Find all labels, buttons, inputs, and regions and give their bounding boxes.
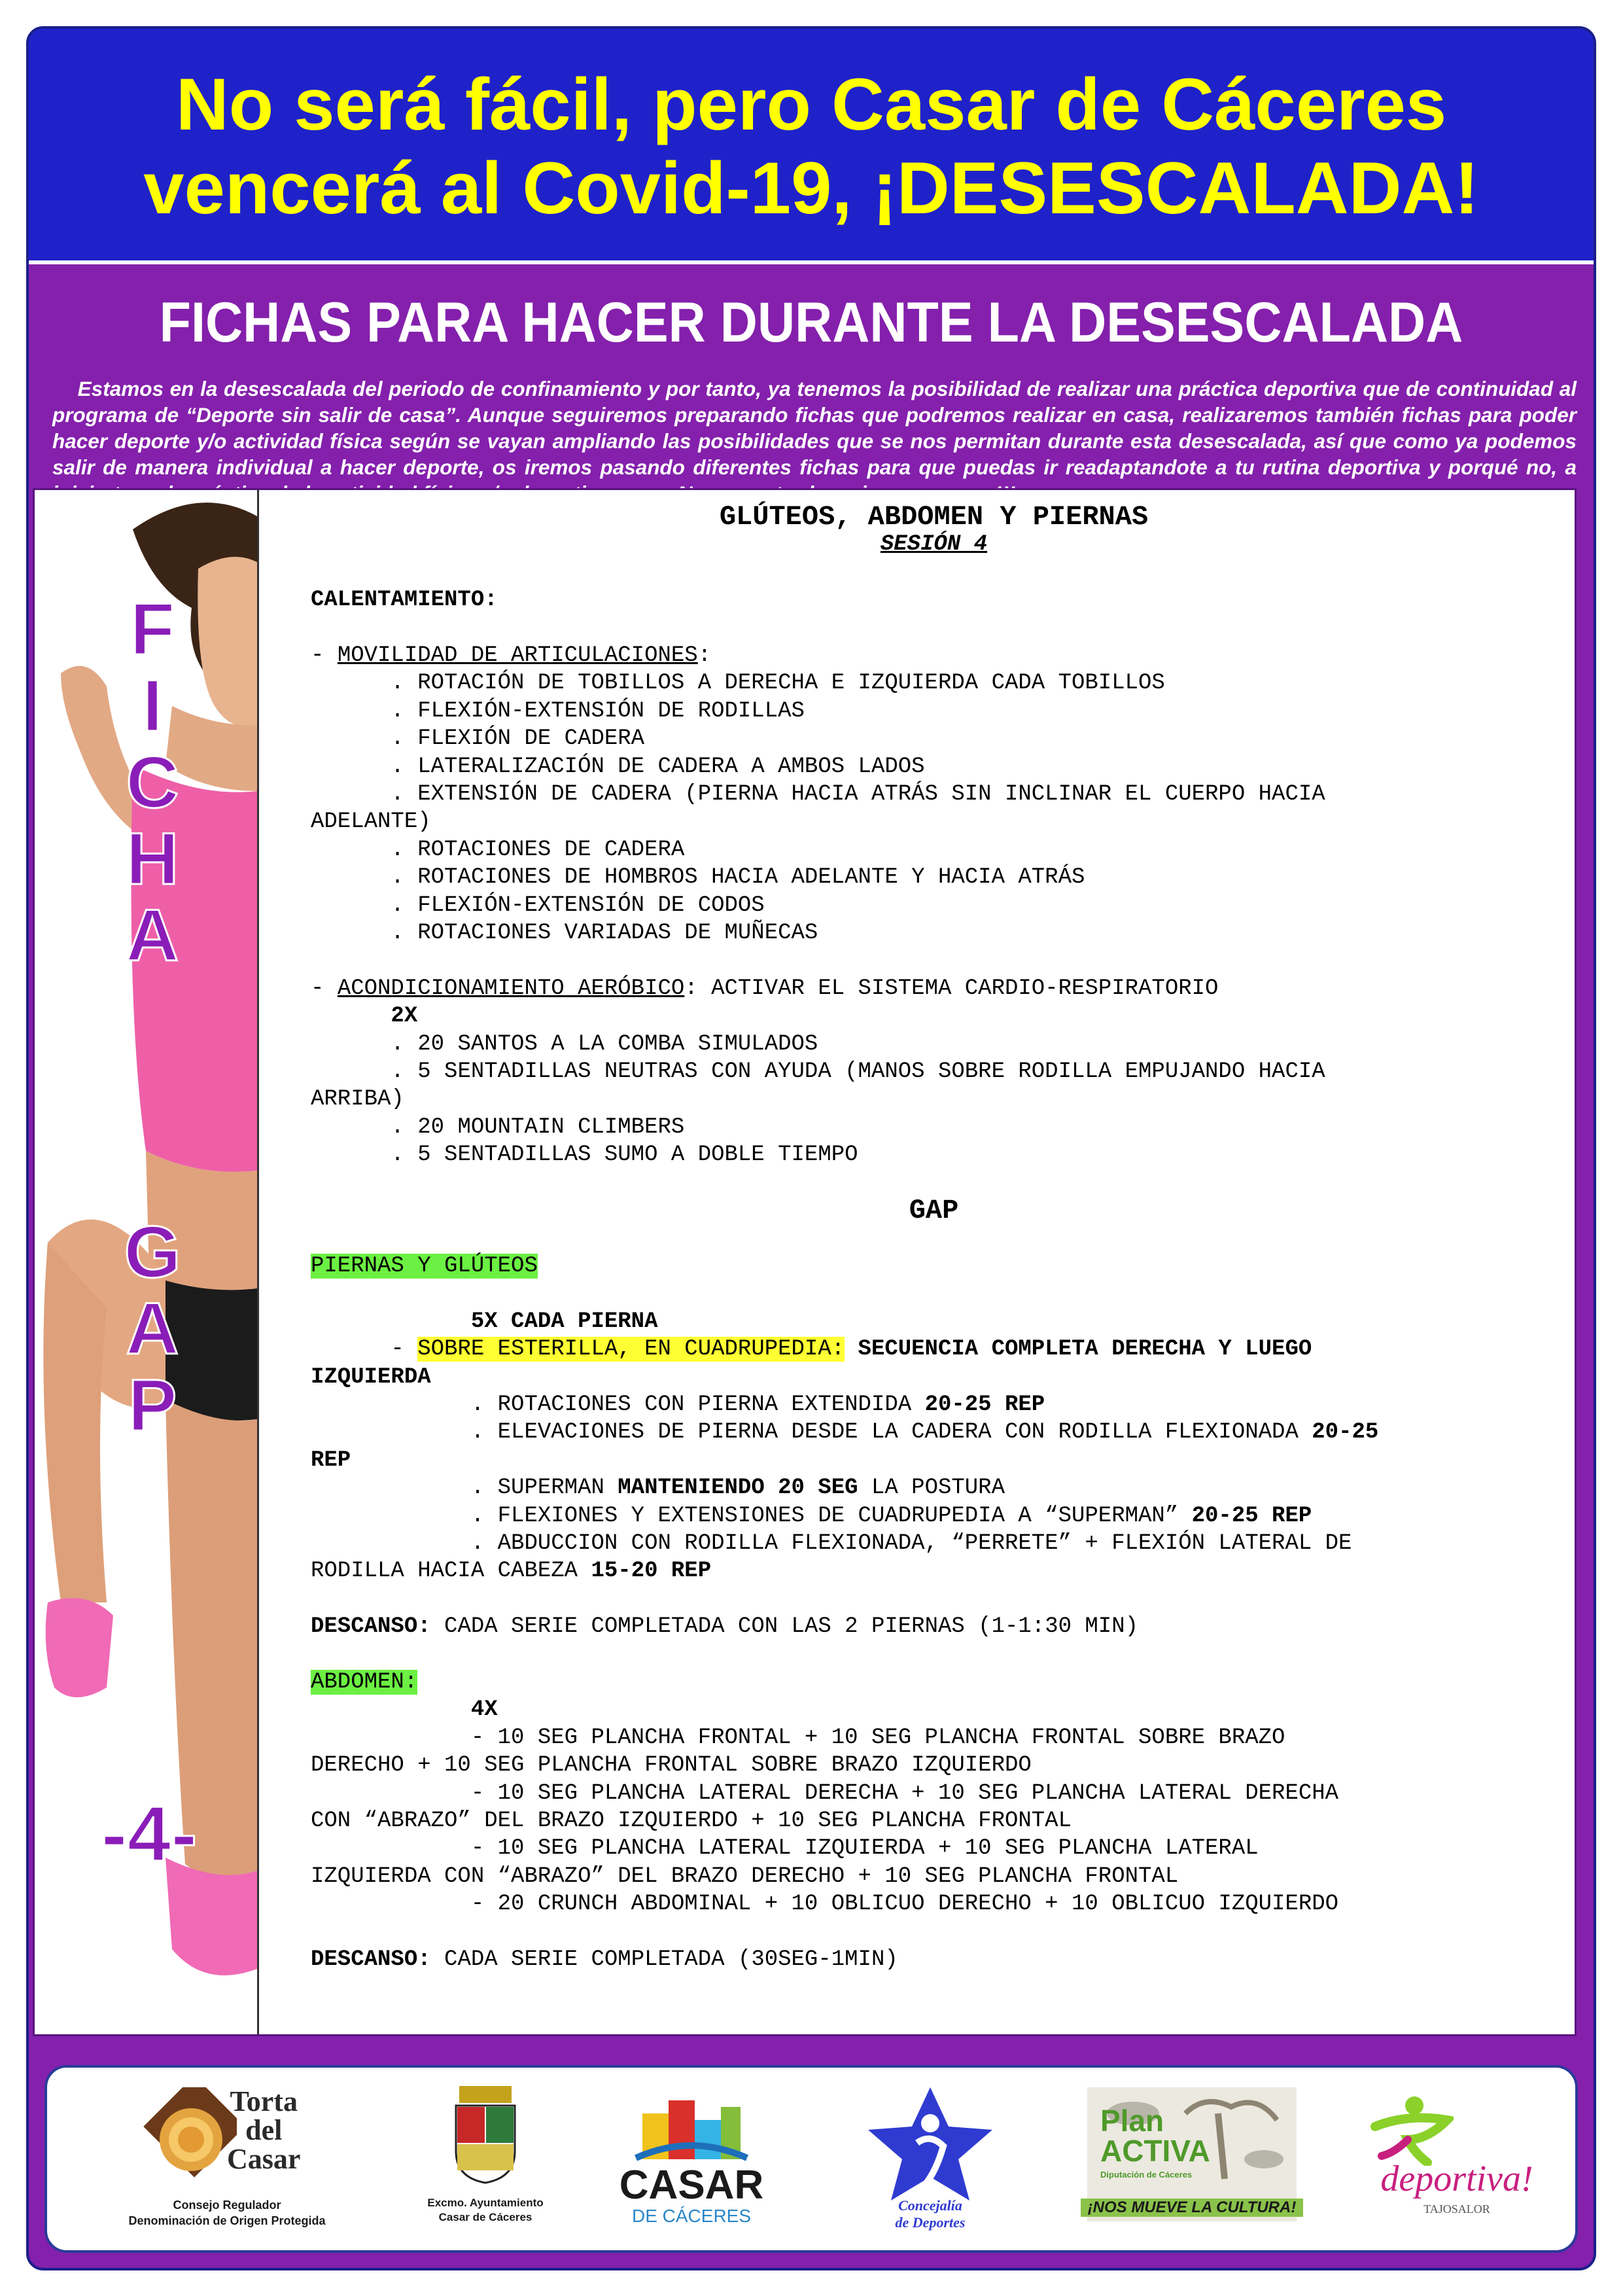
mobility-item: . EXTENSIÓN DE CADERA (PIERNA HACIA ATRÁS SIN INCLINAR EL CUERPO HACIA bbox=[391, 782, 1325, 807]
banner-line-1: No será fácil, pero Casar de Cáceres bbox=[175, 63, 1447, 145]
abs-item: CON “ABRAZO” DEL BRAZO IZQUIERDO + 10 SEG PLANCHA FRONTAL bbox=[311, 1808, 1072, 1833]
legs-heading bbox=[311, 1252, 1557, 1280]
abs-heading bbox=[311, 1669, 1557, 1696]
exercise-sheet bbox=[33, 488, 1577, 2036]
deportiva-sub: TAJOSALOR bbox=[1423, 2202, 1490, 2216]
legs-exercise-wrap: REP bbox=[311, 1447, 351, 1473]
athlete-face bbox=[198, 557, 257, 727]
plan-line4: ¡NOS MUEVE LA CULTURA! bbox=[1081, 2199, 1303, 2217]
legs-intro: - SOBRE ESTERILLA, EN CUADRUPEDIA: SECUENCIA COMPLETA DERECHA Y LUEGO bbox=[311, 1337, 1312, 1362]
casar-big: CASAR bbox=[619, 2163, 764, 2208]
side-letter-p: P bbox=[128, 1364, 177, 1446]
torta-name3: Casar bbox=[227, 2143, 301, 2175]
plan-line2: ACTIVA bbox=[1100, 2134, 1210, 2168]
legs-label: PIERNAS Y GLÚTEOS bbox=[311, 1253, 538, 1279]
aerobic-item: . 20 MOUNTAIN CLIMBERS bbox=[391, 1114, 685, 1140]
side-letter-f: F bbox=[130, 588, 175, 670]
sponsor-logos bbox=[44, 2065, 1578, 2253]
aerobic-item: ARRIBA) bbox=[311, 1087, 404, 1112]
intro-text: Estamos en la desescalada del periodo de confinamiento y por tanto, ya tenemos la posibilidad de realizar una práctica deportiva que de continuidad al programa de “Deporte sin salir de casa”. Aunque seguiremos preparando fichas que podremos realizar en casa, realizaremos también fichas para poder hacer deporte y/o actividad física según se vayan ampliando las posibilidades que se nos permitan durante esta desescalada, así que como ya podemos salir de manera individual a hacer deporte, os iremos pasando diferentes fichas para que puedas ir readaptandote a tu rutina deportiva y porqué no, a bbox=[52, 377, 1577, 479]
mobility-item: . ROTACIÓN DE TOBILLOS A DERECHA E IZQUIERDA CADA TOBILLOS bbox=[391, 671, 1165, 696]
torta-sub2: Denominación de Origen Protegida bbox=[128, 2214, 326, 2227]
abs-item: - 10 SEG PLANCHA FRONTAL + 10 SEG PLANCHA FRONTAL SOBRE BRAZO bbox=[470, 1725, 1285, 1750]
legs-exercise: . ABDUCCION CON RODILLA FLEXIONADA, “PERRETE” + FLEXIÓN LATERAL DE bbox=[470, 1530, 1352, 1556]
mobility-item: . FLEXIÓN-EXTENSIÓN DE CODOS bbox=[391, 892, 765, 918]
mobility-item: . ROTACIONES DE CADERA bbox=[391, 837, 685, 862]
rest-abs: DESCANSO: CADA SERIE COMPLETADA (30SEG-1MIN) bbox=[311, 1947, 898, 1972]
abs-item: DERECHO + 10 SEG PLANCHA FRONTAL SOBRE BRAZO IZQUIERDO bbox=[311, 1753, 1032, 1778]
torta-name: Torta bbox=[230, 2085, 298, 2117]
ayuntamiento-line1: Excmo. Ayuntamiento bbox=[427, 2197, 544, 2209]
title-banner bbox=[29, 29, 1594, 264]
side-letter-c: C bbox=[126, 741, 179, 823]
side-letter-i: I bbox=[142, 665, 163, 747]
legs-exercise: . ELEVACIONES DE PIERNA DESDE LA CADERA CON RODILLA FLEXIONADA 20-25 bbox=[470, 1420, 1379, 1445]
section-title: FICHAS PARA HACER DURANTE LA DESESCALADA bbox=[159, 291, 1463, 354]
logo-casar-de-caceres bbox=[610, 2068, 773, 2250]
logo-concejalia-deportes bbox=[852, 2068, 1009, 2250]
sheet-divider bbox=[257, 490, 259, 2034]
legs-exercise: . ROTACIONES CON PIERNA EXTENDIDA 20-25 REP bbox=[470, 1392, 1045, 1417]
mobility-item: . FLEXIÓN-EXTENSIÓN DE RODILLAS bbox=[391, 698, 805, 724]
plan-line3: Diputación de Cáceres bbox=[1100, 2170, 1193, 2180]
legs-reps: 5X CADA PIERNA bbox=[470, 1309, 658, 1334]
concejalia-line1: Concejalía bbox=[898, 2197, 962, 2214]
legs-intro-wrap: IZQUIERDA bbox=[311, 1364, 431, 1390]
aerobic-item: . 5 SENTADILLAS SUMO A DOBLE TIEMPO bbox=[391, 1142, 858, 1168]
side-letter-h: H bbox=[126, 818, 179, 900]
intro-paragraph bbox=[52, 376, 1577, 506]
logo-plan-activa bbox=[1081, 2068, 1303, 2250]
abs-item: - 10 SEG PLANCHA LATERAL IZQUIERDA + 10 SEG PLANCHA LATERAL bbox=[470, 1836, 1259, 1862]
mobility-item: . LATERALIZACIÓN DE CADERA A AMBOS LADOS bbox=[391, 754, 925, 779]
logo-torta-del-casar bbox=[126, 2068, 326, 2250]
mobility-item: . ROTACIONES DE HOMBROS HACIA ADELANTE Y HACIA ATRÁS bbox=[391, 865, 1085, 891]
deportiva-word: deportiva! bbox=[1380, 2159, 1533, 2199]
legs-exercise: . SUPERMAN MANTENIENDO 20 SEG LA POSTURA bbox=[470, 1475, 1005, 1501]
abs-item: - 10 SEG PLANCHA LATERAL DERECHA + 10 SEG PLANCHA LATERAL DERECHA bbox=[470, 1780, 1339, 1806]
concejalia-line2: de Deportes bbox=[895, 2214, 966, 2231]
runner-icon bbox=[1369, 2094, 1454, 2166]
legs-intro-highlight: SOBRE ESTERILLA, EN CUADRUPEDIA: bbox=[417, 1337, 845, 1362]
rest-legs: DESCANSO: CADA SERIE COMPLETADA CON LAS 2 PIERNAS (1-1:30 MIN) bbox=[311, 1614, 1139, 1640]
aerobic-heading: - ACONDICIONAMIENTO AERÓBICO: ACTIVAR EL SISTEMA CARDIO-RESPIRATORIO bbox=[311, 976, 1219, 1001]
torta-name2: del bbox=[245, 2114, 283, 2146]
session-subtitle: SESIÓN 4 bbox=[880, 532, 988, 557]
town-skyline-icon bbox=[629, 2087, 754, 2166]
poster-frame bbox=[26, 26, 1596, 2270]
sheet-number: -4- bbox=[101, 1790, 198, 1878]
sports-star-icon bbox=[865, 2084, 996, 2202]
mobility-item: . FLEXIÓN DE CADERA bbox=[391, 726, 645, 752]
mobility-heading: - MOVILIDAD DE ARTICULACIONES: bbox=[311, 643, 712, 668]
logo-deportiva-tajosalor bbox=[1355, 2068, 1552, 2250]
aerobic-item: . 20 SANTOS A LA COMBA SIMULADOS bbox=[391, 1031, 818, 1057]
aerobic-reps: 2X bbox=[391, 1004, 418, 1029]
aerobic-label: ACONDICIONAMIENTO AERÓBICO bbox=[337, 976, 685, 1001]
logo-ayuntamiento bbox=[413, 2068, 557, 2250]
side-letter-a: A bbox=[126, 894, 179, 976]
casar-small: DE CÁCERES bbox=[631, 2206, 752, 2226]
exercise-text bbox=[311, 503, 1557, 1973]
mobility-label: MOVILIDAD DE ARTICULACIONES bbox=[337, 643, 698, 668]
abs-reps: 4X bbox=[470, 1697, 498, 1723]
coat-of-arms-icon bbox=[449, 2086, 521, 2184]
torta-emblem-icon bbox=[139, 2087, 237, 2185]
side-letter-g: G bbox=[124, 1211, 181, 1293]
mobility-item: ADELANTE) bbox=[311, 809, 431, 835]
torta-sub1: Consejo Regulador bbox=[173, 2199, 281, 2212]
ayuntamiento-line2: Casar de Cáceres bbox=[438, 2211, 532, 2223]
side-letter-a2: A bbox=[126, 1288, 179, 1369]
warmup-heading: CALENTAMIENTO: bbox=[311, 588, 498, 613]
legs-exercise-wrap: RODILLA HACIA CABEZA 15-20 REP bbox=[311, 1559, 712, 1584]
abs-item: - 20 CRUNCH ABDOMINAL + 10 OBLICUO DERECHO + 10 OBLICUO IZQUIERDO bbox=[470, 1892, 1339, 1917]
mobility-item: . ROTACIONES VARIADAS DE MUÑECAS bbox=[391, 921, 818, 946]
abs-item: IZQUIERDA CON “ABRAZO” DEL BRAZO DERECHO + 10 SEG PLANCHA FRONTAL bbox=[311, 1863, 1179, 1889]
abs-label: ABDOMEN: bbox=[311, 1669, 418, 1695]
legs-exercise: . FLEXIONES Y EXTENSIONES DE CUADRUPEDIA A “SUPERMAN” 20-25 REP bbox=[470, 1503, 1312, 1528]
gap-heading: GAP bbox=[909, 1195, 959, 1227]
aerobic-item: . 5 SENTADILLAS NEUTRAS CON AYUDA (MANOS SOBRE RODILLA EMPUJANDO HACIA bbox=[391, 1059, 1325, 1085]
plan-line1: Plan bbox=[1100, 2104, 1164, 2138]
banner-line-2: vencerá al Covid-19, ¡DESESCALADA! bbox=[143, 147, 1479, 229]
athlete-shoe-front bbox=[46, 1598, 113, 1697]
aerobic-desc: : ACTIVAR EL SISTEMA CARDIO-RESPIRATORIO bbox=[684, 976, 1219, 1001]
session-title: GLÚTEOS, ABDOMEN Y PIERNAS bbox=[719, 501, 1149, 533]
